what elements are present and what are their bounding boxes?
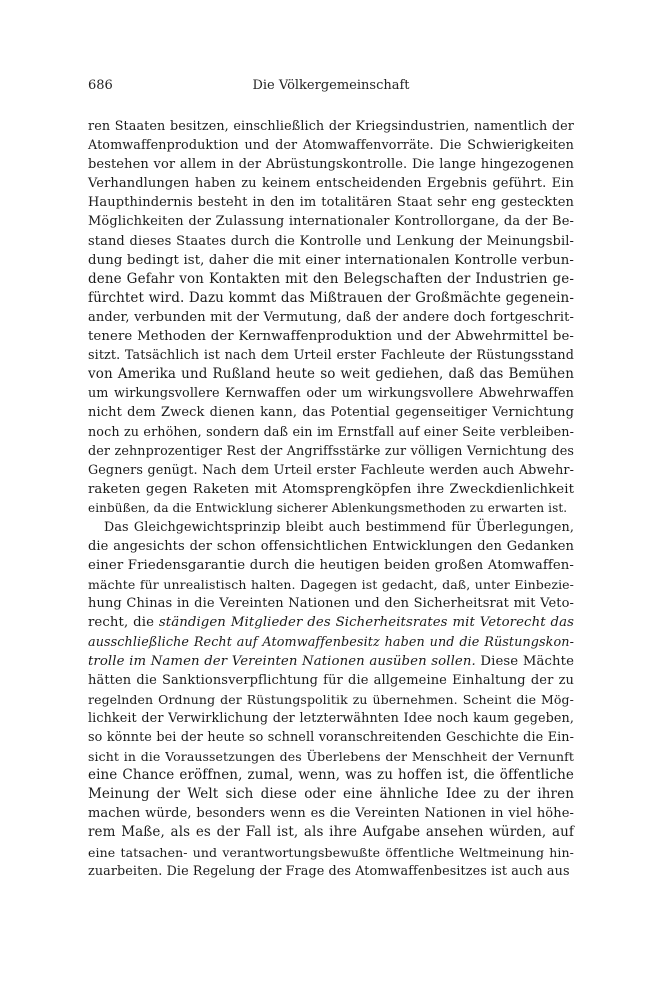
line-text: hung Chinas in die Vereinten Nationen und den Sicherheitsrat mit Veto-	[88, 596, 574, 612]
text-line	[88, 747, 574, 766]
line-text: hätten die Sanktionsverpflichtung für die allgemeine Einhaltung der zu	[88, 672, 574, 688]
line-text: die angesichts der schon offensichtlichen Entwicklungen den Gedanken	[88, 539, 574, 555]
text-line	[88, 442, 574, 461]
text-line	[88, 155, 574, 174]
text-line	[88, 785, 574, 804]
text-line	[88, 633, 574, 652]
line-text: tenere Methoden der Kernwaffenproduktion und der Abwehrmittel be-	[88, 329, 574, 345]
line-text: nicht dem Zweck dienen kann, das Potential gegenseitiger Vernichtung	[88, 405, 574, 421]
text-line	[88, 690, 574, 709]
text-line	[88, 575, 574, 594]
text-line	[88, 480, 574, 499]
text-line	[88, 403, 574, 422]
line-text: zuarbeiten. Die Regelung der Frage des Atomwaffenbesitzes ist auch aus	[88, 863, 570, 879]
text-line	[88, 232, 574, 251]
text-line	[88, 308, 574, 327]
body-text	[88, 117, 574, 881]
italic-text: ständigen Mitglieder des Sicherheitsrates mit Vetorecht das	[158, 615, 574, 631]
text-line	[88, 251, 574, 270]
line-text: eine tatsachen- und verantwortungsbewußte öffentliche Weltmeinung hin-	[88, 844, 574, 860]
text-line	[88, 594, 574, 613]
line-text: ren Staaten besitzen, einschließlich der Kriegsindustrien, namentlich der	[88, 119, 574, 134]
line-text: einer Friedensgarantie durch die heutigen beiden großen Atomwaffen-	[88, 558, 574, 574]
line-text: mächte für unrealistisch halten. Dagegen ist gedacht, daß, unter Einbezie-	[88, 577, 574, 593]
text-line	[88, 423, 574, 442]
text-line	[88, 193, 574, 212]
line-text: von Amerika und Rußland heute so weit gediehen, daß das Bemühen	[88, 366, 574, 383]
text-line	[88, 862, 574, 881]
text-line	[88, 212, 574, 231]
text-line	[88, 518, 574, 537]
text-line	[88, 537, 574, 556]
line-text: Atomwaffenproduktion und der Atomwaffenvorräte. Die Schwierigkeiten	[88, 138, 574, 154]
running-title: Die Völkergemeinschaft	[252, 78, 410, 93]
line-text: eine Chance eröffnen, zumal, wenn, was zu hoffen ist, die öffentliche	[88, 767, 574, 784]
text-line	[88, 843, 574, 862]
line-text: Haupthindernis besteht in den im totalitären Staat sehr eng gesteckten	[88, 195, 574, 211]
text-line	[88, 613, 574, 632]
text-line	[88, 766, 574, 785]
line-text: Gegners genügt. Nach dem Urteil erster Fachleute werden auch Abwehr-	[88, 462, 574, 478]
line-text: raketen gegen Raketen mit Atomsprengköpfen ihre Zweckdienlichkeit	[88, 481, 574, 497]
line-text: rem Maße, als es der Fall ist, als ihre Aufgabe ansehen würden, auf	[88, 824, 574, 841]
text-line	[88, 556, 574, 575]
page-header	[88, 78, 574, 98]
line-text: stand dieses Staates durch die Kontrolle und Lenkung der Meinungsbil-	[88, 233, 574, 249]
line-text: lichkeit der Verwirklichung der letzterwähnten Idee noch kaum gegeben,	[88, 710, 574, 726]
line-text: der zehnprozentiger Rest der Angriffsstärke zur völligen Vernichtung des	[88, 443, 574, 459]
text-line	[88, 499, 574, 518]
line-text: sitzt. Tatsächlich ist nach dem Urteil erster Fachleute der Rüstungsstand	[88, 348, 574, 364]
text-line	[88, 327, 574, 346]
line-text: so könnte bei der heute so schnell voranschreitenden Geschichte die Ein-	[88, 730, 574, 745]
italic-text: trolle im Namen der Vereinten Nationen ausüben sollen.	[88, 653, 476, 669]
text-line	[88, 728, 574, 747]
line-text: Diese Mächte	[475, 653, 575, 669]
line-text: Das Gleichgewichtsprinzip bleibt auch bestimmend für Überlegungen,	[104, 519, 574, 535]
text-line	[88, 652, 574, 671]
text-line	[88, 270, 574, 289]
line-text: fürchtet wird. Dazu kommt das Mißtrauen der Großmächte gegenein-	[88, 289, 574, 306]
line-text: Meinung der Welt sich diese oder eine ähnliche Idee zu der ihren	[88, 786, 574, 803]
text-line	[88, 709, 574, 728]
text-line	[88, 671, 574, 690]
line-text: machen würde, besonders wenn es die Vereinten Nationen in viel höhe-	[88, 806, 574, 822]
text-line	[88, 136, 574, 155]
text-line	[88, 804, 574, 823]
line-text: bestehen vor allem in der Abrüstungskontrolle. Die lange hingezogenen	[88, 157, 574, 173]
text-line	[88, 117, 574, 136]
text-line	[88, 365, 574, 384]
italic-text: ausschließliche Recht auf Atomwaffenbesitz haben und die Rüstungskon-	[88, 634, 574, 650]
text-line	[88, 823, 574, 842]
text-line	[88, 174, 574, 193]
line-text: einbüßen, da die Entwicklung sicherer Ablenkungsmethoden zu erwarten ist.	[88, 500, 568, 515]
line-text: recht, die	[88, 615, 159, 631]
line-text: Möglichkeiten der Zulassung internationaler Kontrollorgane, da der Be-	[88, 214, 574, 230]
line-text: dene Gefahr von Kontakten mit den Belegschaften der Industrien ge-	[88, 270, 574, 287]
line-text: um wirkungsvollere Kernwaffen oder um wirkungsvollere Abwehrwaffen	[88, 386, 574, 402]
text-line	[88, 461, 574, 480]
text-line	[88, 384, 574, 403]
line-text: sicht in die Voraussetzungen des Überlebens der Menschheit der Vernunft	[88, 749, 574, 765]
page-number: 686	[88, 78, 113, 93]
text-line	[88, 346, 574, 365]
line-text: ander, verbunden mit der Vermutung, daß der andere doch fortgeschrit-	[88, 309, 574, 325]
line-text: regelnden Ordnung der Rüstungspolitik zu übernehmen. Scheint die Mög-	[88, 691, 574, 707]
line-text: Verhandlungen haben zu keinem entscheidenden Ergebnis geführt. Ein	[88, 176, 574, 192]
line-text: dung bedingt ist, daher die mit einer internationalen Kontrolle verbun-	[88, 252, 574, 268]
text-line	[88, 289, 574, 308]
line-text: noch zu erhöhen, sondern daß ein im Ernstfall auf einer Seite verbleiben-	[88, 424, 574, 440]
